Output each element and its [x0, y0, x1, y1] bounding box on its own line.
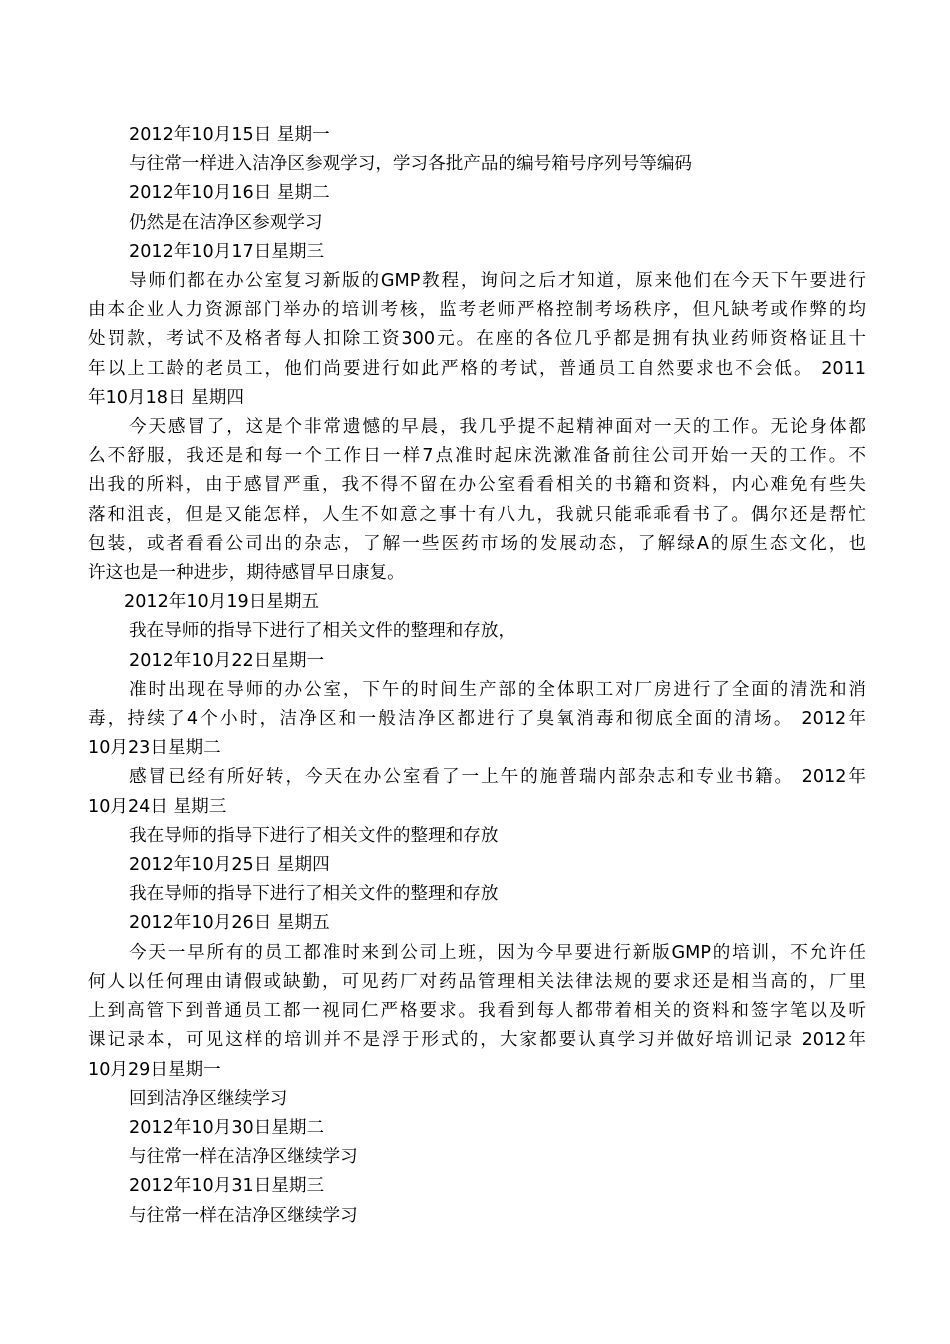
entry-text: 我在导师的指导下进行了相关文件的整理和存放 [129, 884, 499, 905]
paragraph-line: 年以上工龄的老员工，他们尚要进行如此严格的考试，普通员工自然要求也不会低。 2011 [88, 358, 866, 379]
paragraph-line: 年10月18日 星期四 [88, 387, 244, 408]
journal-document [88, 121, 866, 1231]
paragraph-line: 今天一早所有的员工都准时来到公司上班，因为今早要进行新版GMP的培训，不允许任 [129, 942, 866, 963]
paragraph-line: 10月29日星期一 [88, 1059, 221, 1080]
date-line: 2012年10月15日 星期一 [129, 125, 330, 145]
paragraph-line: 由本企业人力资源部门举办的培训考核，监考老师严格控制考场秩序，但凡缺考或作弊的均 [88, 300, 866, 321]
paragraph-line: 上到高管下到普通员工都一视同仁严格要求。我看到每人都带着相关的资料和签字笔以及听 [88, 1001, 866, 1022]
entry-text: 与往常一样在洁净区继续学习 [129, 1147, 358, 1168]
paragraph-line: 导师们都在办公室复习新版的GMP教程，询问之后才知道，原来他们在今天下午要进行 [129, 271, 866, 292]
paragraph-line: 准时出现在导师的办公室，下午的时间生产部的全体职工对厂房进行了全面的清洗和消 [129, 679, 866, 700]
entry-text: 我在导师的指导下进行了相关文件的整理和存放， [129, 621, 517, 642]
date-line: 2012年10月25日 星期四 [129, 855, 330, 876]
paragraph-line: 处罚款，考试不及格者每人扣除工资300元。在座的各位几乎都是拥有执业药师资格证且十 [88, 329, 866, 350]
date-line: 2012年10月19日星期五 [124, 592, 320, 613]
date-line: 2012年10月31日星期三 [129, 1176, 325, 1197]
entry-text: 与往常一样在洁净区继续学习 [129, 1205, 358, 1226]
paragraph-line: 出我的所料，由于感冒严重，我不得不留在办公室看看相关的书籍和资料，内心难免有些失 [88, 475, 866, 496]
entry-text: 我在导师的指导下进行了相关文件的整理和存放 [129, 825, 499, 846]
paragraph-line: 感冒已经有所好转，今天在办公室看了一上午的施普瑞内部杂志和专业书籍。 2012年 [129, 767, 866, 788]
paragraph-line: 何人以任何理由请假或缺勤，可见药厂对药品管理相关法律法规的要求还是相当高的，厂里 [88, 971, 866, 992]
date-line: 2012年10月17日星期三 [129, 241, 325, 262]
paragraph-line: 10月23日星期二 [88, 738, 221, 759]
entry-text: 与往常一样进入洁净区参观学习，学习各批产品的编号箱号序列号等编码 [129, 154, 693, 175]
paragraph-line: 10月24日 星期三 [88, 796, 227, 817]
paragraph-line: 课记录本，可见这样的培训并不是浮于形式的，大家都要认真学习并做好培训记录 2012年 [88, 1030, 866, 1051]
paragraph-line: 毒，持续了4个小时，洁净区和一般洁净区都进行了臭氧消毒和彻底全面的清场。 2012年 [88, 709, 866, 730]
entry-text: 回到洁净区继续学习 [129, 1088, 288, 1109]
date-line: 2012年10月26日 星期五 [129, 913, 330, 934]
entry-text: 仍然是在洁净区参观学习 [129, 212, 323, 233]
paragraph-line: 落和沮丧，但是又能怎样，人生不如意之事十有八九，我就只能乖乖看书了。偶尔还是帮忙 [88, 504, 866, 525]
date-line: 2012年10月30日星期二 [129, 1117, 325, 1138]
paragraph-line: 包装，或者看看公司出的杂志，了解一些医药市场的发展动态，了解绿A的原生态文化，也 [88, 533, 866, 554]
paragraph-line: 今天感冒了，这是个非常遗憾的早晨，我几乎提不起精神面对一天的工作。无论身体都 [129, 417, 866, 438]
paragraph-line: 么不舒服，我还是和每一个工作日一样7点准时起床洗漱准备前往公司开始一天的工作。不 [88, 446, 866, 467]
date-line: 2012年10月22日星期一 [129, 650, 325, 671]
date-line: 2012年10月16日 星期二 [129, 183, 330, 204]
paragraph-line: 许这也是一种进步，期待感冒早日康复。 [88, 563, 405, 584]
